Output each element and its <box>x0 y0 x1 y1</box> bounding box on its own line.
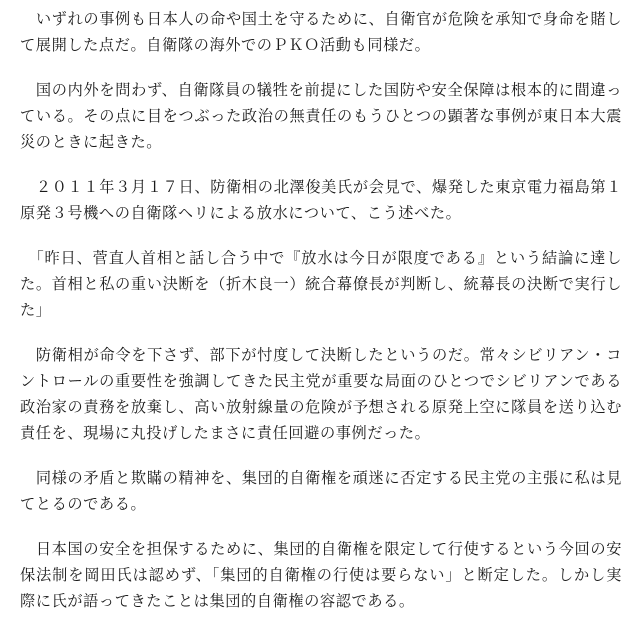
paragraph-7: 日本国の安全を担保するために、集団的自衛権を限定して行使するという今回の安保法制を岡田氏は認めず、「集団的自衛権の行使は要らない」と断定した。しかし実際に氏が語ってきたことは集団的自衛権の容認である。 <box>20 540 622 610</box>
paragraph-3: ２０１１年３月１７日、防衛相の北澤俊美氏が会見で、爆発した東京電力福島第１原発３号機への自衛隊ヘリによる放水について、こう述べた。 <box>20 178 622 222</box>
paragraph-1: いずれの事例も日本人の命や国土を守るために、自衛官が危険を承知で身命を賭して展開した点だ。自衛隊の海外でのＰＫＯ活動も同様だ。 <box>20 10 622 54</box>
paragraph-4-quote: 「昨日、菅直人首相と話し合う中で『放水は今日が限度である』という結論に達した。首相と私の重い決断を（折木良一）統合幕僚長が判断し、統幕長の決断で実行した」 <box>20 249 622 319</box>
paragraph-5: 防衛相が命令を下さず、部下が忖度して決断したというのだ。常々シビリアン・コントロールの重要性を強調してきた民主党が重要な局面のひとつでシビリアンである政治家の責務を放棄し、高い放射線量の危険が予想される原発上空に隊員を送り込む責任を、現場に丸投げしたまさに責任回避の事例だった。 <box>20 346 622 442</box>
paragraph-6: 同様の矛盾と欺瞞の精神を、集団的自衛権を頑迷に否定する民主党の主張に私は見てとるのである。 <box>20 469 622 513</box>
paragraph-2: 国の内外を問わず、自衛隊員の犠牲を前提にした国防や安全保障は根本的に間違っている。その点に目をつぶった政治の無責任のもうひとつの顕著な事例が東日本大震災のときに起きた。 <box>20 81 622 151</box>
